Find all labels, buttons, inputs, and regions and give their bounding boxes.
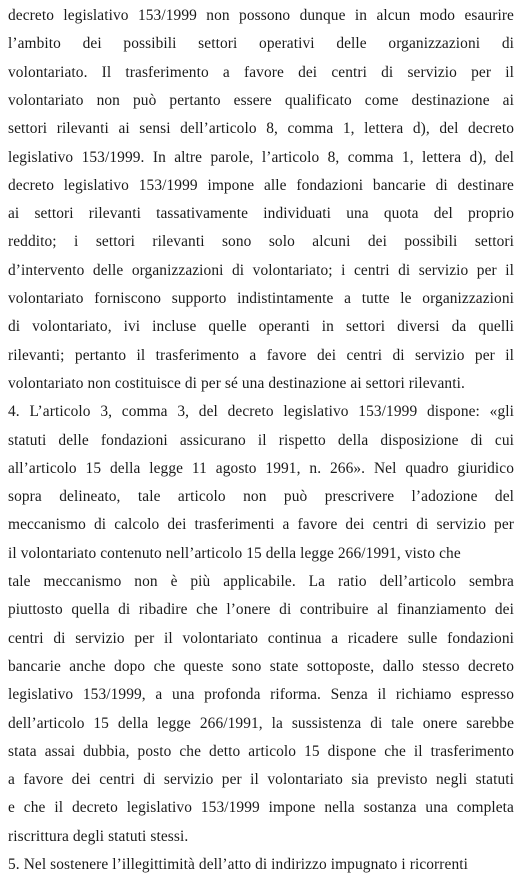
text-line: 5. Nel sostenere l’illegittimità dell’atto di indirizzo impugnato i ricorrenti	[8, 856, 468, 873]
text-line: dell’articolo 15 della legge 266/1991, la sussistenza di tale onere sarebbe	[8, 714, 514, 732]
text-line: volontariato non può pertanto essere qualificato come destinazione ai	[8, 91, 514, 109]
text-line: all’articolo 15 della legge 11 agosto 1991, n. 266». Nel quadro giuridico	[8, 459, 514, 477]
text-line: settori rilevanti ai sensi dell’articolo 8, comma 1, lettera d), del decreto	[8, 120, 514, 138]
text-line: centri di servizio per il volontariato continua a ricadere sulle fondazioni	[8, 629, 514, 647]
text-line: ai settori rilevanti tassativamente individuati una quota del proprio	[8, 205, 514, 223]
text-line: decreto legislativo 153/1999 non possono dunque in alcun modo esaurire	[8, 7, 514, 24]
text-line: a favore dei centri di servizio per il volontariato sia previsto negli statuti	[8, 771, 514, 789]
text-line: d’intervento delle organizzazioni di volontariato; i centri di servizio per il	[8, 261, 514, 279]
text-line: meccanismo di calcolo dei trasferimenti a favore dei centri di servizio per	[8, 516, 514, 534]
text-line: sopra delineato, tale articolo non può prescrivere l’adozione del	[8, 488, 514, 506]
text-line: legislativo 153/1999. In altre parole, l’articolo 8, comma 1, lettera d), del	[8, 148, 514, 166]
text-line: reddito; i settori rilevanti sono solo alcuni dei possibili settori	[8, 233, 514, 251]
text-line: statuti delle fondazioni assicurano il rispetto della disposizione di cui	[8, 431, 514, 449]
text-line: riscrittura degli statuti stessi.	[8, 827, 189, 845]
text-line: 4. L’articolo 3, comma 3, del decreto legislativo 153/1999 dispone: «gli	[8, 403, 514, 421]
text-line: tale meccanismo non è più applicabile. La ratio dell’articolo sembra	[8, 573, 514, 590]
text-line: legislativo 153/1999, a una profonda riforma. Senza il richiamo espresso	[8, 686, 514, 704]
text-line: l’ambito dei possibili settori operativi delle organizzazioni di	[8, 35, 514, 53]
text-line: bancarie anche dopo che queste sono state sottoposte, dallo stesso decreto	[8, 657, 514, 675]
text-line: volontariato non costituisce di per sé una destinazione ai settori rilevanti.	[8, 374, 465, 392]
text-line: decreto legislativo 153/1999 impone alle fondazioni bancarie di destinare	[8, 176, 514, 194]
text-line: stata assai dubbia, posto che detto articolo 15 dispone che il trasferimento	[8, 742, 514, 760]
text-line: di volontariato, ivi incluse quelle operanti in settori diversi da quelli	[8, 318, 514, 336]
text-line: e che il decreto legislativo 153/1999 impone nella sostanza una completa	[8, 799, 514, 817]
text-line: il volontariato contenuto nell’articolo 15 della legge 266/1991, visto che	[8, 544, 461, 562]
text-line: volontariato. Il trasferimento a favore dei centri di servizio per il	[8, 63, 514, 81]
text-line: piuttosto quella di ribadire che l’onere di contribuire al finanziamento dei	[8, 601, 514, 619]
text-line: volontariato forniscono supporto indistintamente a tutte le organizzazioni	[8, 290, 514, 307]
text-line: rilevanti; pertanto il trasferimento a favore dei centri di servizio per il	[8, 346, 514, 364]
